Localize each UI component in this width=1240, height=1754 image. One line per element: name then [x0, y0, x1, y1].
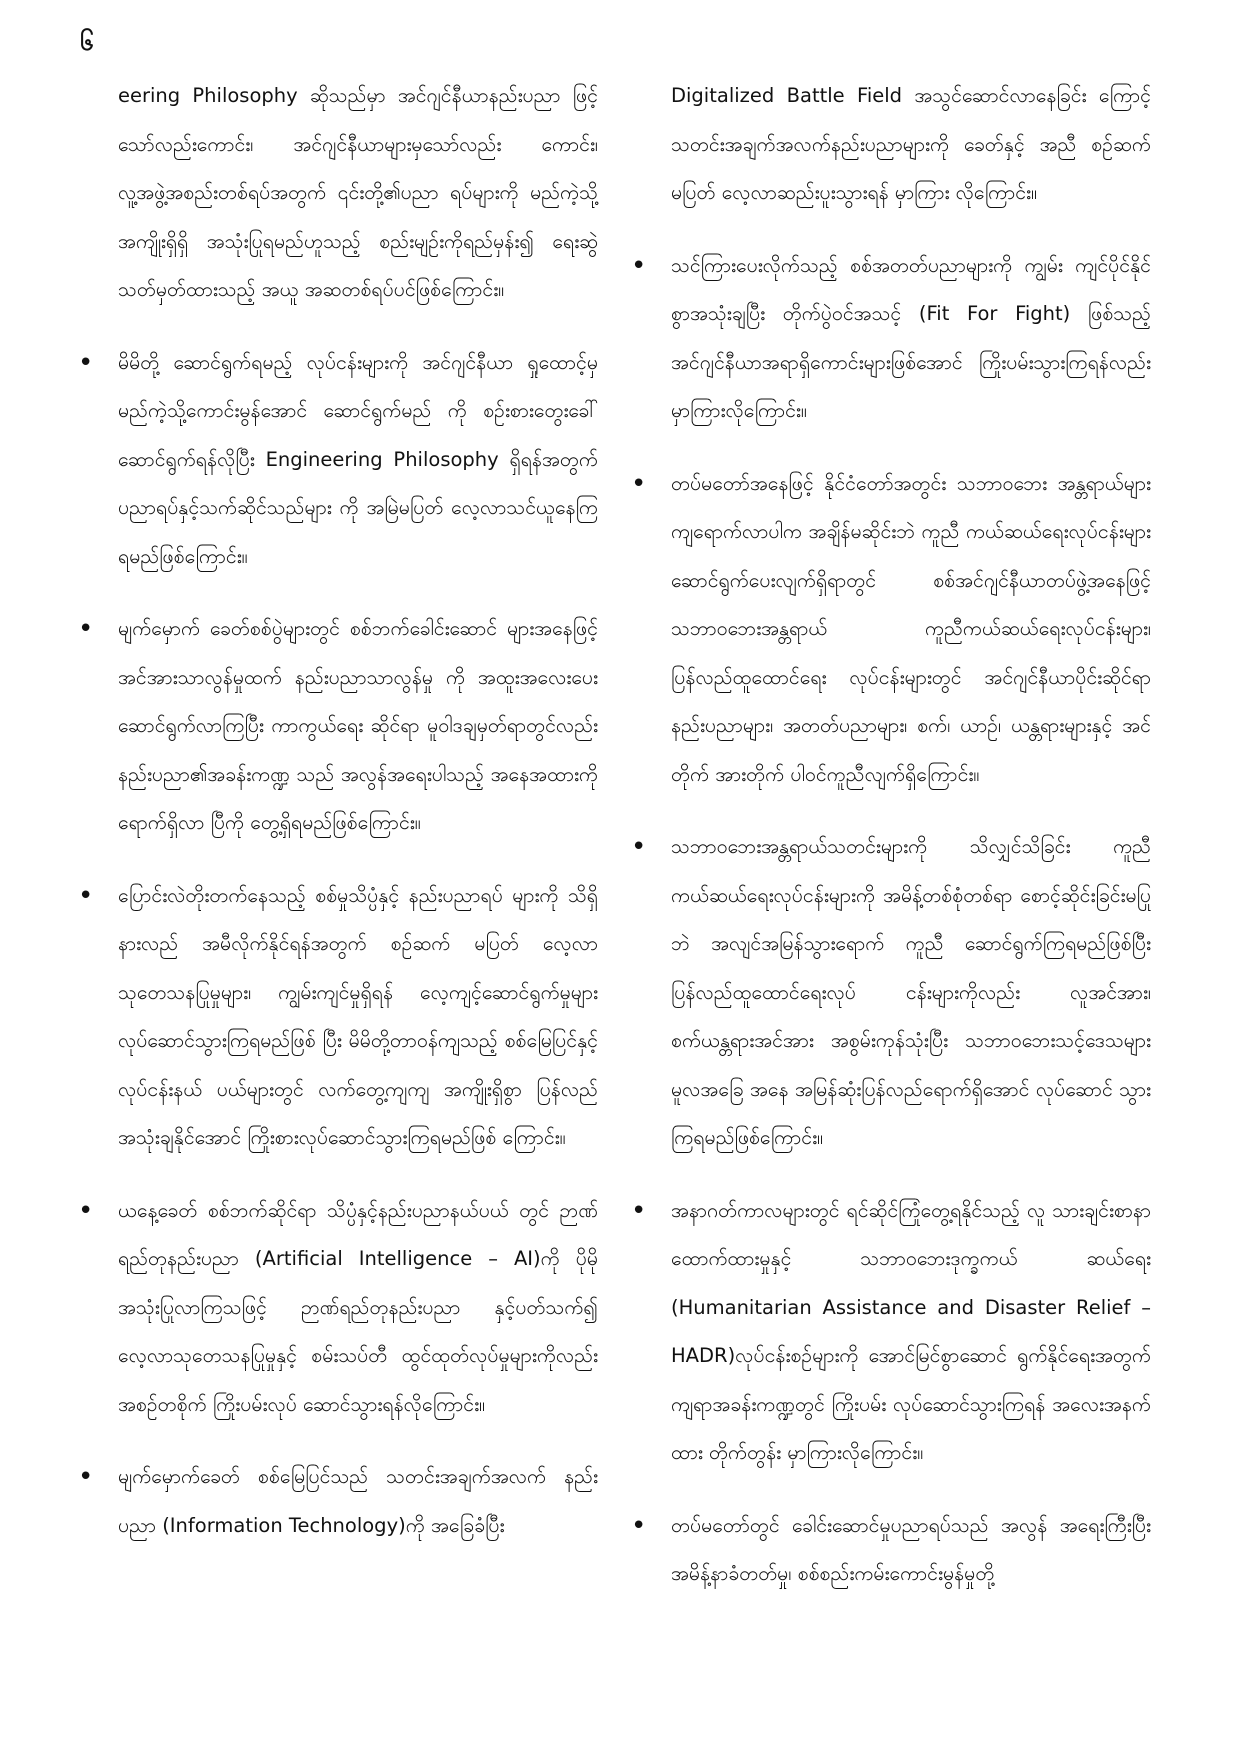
paragraph-continued: Digitalized Battle Field အသွင်ဆောင်လာနေခြင်း ကြောင့် သတင်းအချက်အလက်နည်းပညာများကို ခေတ်နှင့် အညီ စဉ်ဆက်မပြတ် လေ့လာဆည်းပူးသွားရန် မှာကြား လိုကြောင်း။ [671, 84, 1151, 204]
right-column [671, 72, 1151, 1623]
bullet-paragraph: • မိမိတို့ ဆောင်ရွက်ရမည့် လုပ်ငန်းများကို အင်ဂျင်နီယာ ရှုထောင့်မှ မည်ကဲ့သို့ကောင်းမွန်အောင် ဆောင်ရွက်မည် ကို စဉ်းစားတွေးခေါ်ဆောင်ရွက်ရန်လိုပြီး Engineering Philosophy ရှိရန်အတွက် ပညာရပ်နှင့်သက်ဆိုင်သည်များ ကို အမြဲမပြတ် လေ့လာသင်ယူနေကြရမည်ဖြစ်ကြောင်း။ [118, 339, 598, 582]
bullet-paragraph: • အနာဂတ်ကာလများတွင် ရင်ဆိုင်ကြုံတွေ့ရနိုင်သည့် လူ သားချင်းစာနာထောက်ထားမှုနှင့် သဘာဝဘေးဒုက္ခကယ် ဆယ်ရေး (Humanitarian Assistance and Disaster Relief – HADR)လုပ်ငန်းစဉ်များကို အောင်မြင်စွာဆောင် ရွက်နိုင်ရေးအတွက် ကျရာအခန်းကဏ္ဍတွင် ကြိုးပမ်း လုပ်ဆောင်သွားကြရန် အလေးအနက်ထား တိုက်တွန်း မှာကြားလိုကြောင်း။ [671, 1187, 1151, 1478]
bullet-paragraph: • တပ်မတော်အနေဖြင့် နိုင်ငံတော်အတွင်း သဘာဝဘေး အန္တရာယ်များ ကျရောက်လာပါက အချိန်မဆိုင်းဘဲ ကူညီ ကယ်ဆယ်ရေးလုပ်ငန်းများ ဆောင်ရွက်ပေးလျက်ရှိရာတွင် စစ်အင်ဂျင်နီယာတပ်ဖွဲ့အနေဖြင့် သဘာဝဘေးအန္တရာယ် ကူညီကယ်ဆယ်ရေးလုပ်ငန်းများ၊ ပြန်လည်ထူထောင်ရေး လုပ်ငန်းများတွင် အင်ဂျင်နီယာပိုင်းဆိုင်ရာနည်းပညာများ၊ အတတ်ပညာများ၊ စက်၊ ယာဉ်၊ ယန္တရားများနှင့် အင်တိုက် အားတိုက် ပါဝင်ကူညီလျက်ရှိကြောင်း။ [671, 460, 1151, 800]
left-column [118, 72, 598, 1574]
bullet-paragraph: • ယနေ့ခေတ် စစ်ဘက်ဆိုင်ရာ သိပ္ပံနှင့်နည်းပညာနယ်ပယ် တွင် ဉာဏ်ရည်တုနည်းပညာ (Artificial Intelligence – AI)ကို ပိုမိုအသုံးပြုလာကြသဖြင့် ဉာဏ်ရည်တုနည်းပညာ နှင့်ပတ်သက်၍ လေ့လာသုတေသနပြုမှုနှင့် စမ်းသပ်တီ ထွင်ထုတ်လုပ်မှုများကိုလည်း အစဉ်တစိုက် ကြိုးပမ်းလုပ် ဆောင်သွားရန်လိုကြောင်း။ [118, 1187, 598, 1430]
bullet-paragraph: • မျက်မှောက် ခေတ်စစ်ပွဲများတွင် စစ်ဘက်ခေါင်းဆောင် များအနေဖြင့် အင်အားသာလွန်မှုထက် နည်းပညာသာလွန်မှု ကို အထူးအလေးပေးဆောင်ရွက်လာကြပြီး ကာကွယ်ရေး ဆိုင်ရာ မူဝါဒချမှတ်ရာတွင်လည်း နည်းပညာ၏အခန်းကဏ္ဍ သည် အလွန်အရေးပါသည့် အနေအထားကို ရောက်ရှိလာ ပြီကို တွေ့ရှိရမည်ဖြစ်ကြောင်း။ [118, 605, 598, 848]
bullet-paragraph: • တပ်မတော်တွင် ခေါင်းဆောင်မှုပညာရပ်သည် အလွန် အရေးကြီးပြီး အမိန့်နာခံတတ်မှု၊ စစ်စည်းကမ်းကောင်းမွန်မှုတို့ [671, 1502, 1151, 1599]
bullet-paragraph: • သင်ကြားပေးလိုက်သည့် စစ်အတတ်ပညာများကို ကျွမ်း ကျင်ပိုင်နိုင်စွာအသုံးချပြီး တိုက်ပွဲဝင်အသင့် (Fit For Fight) ဖြစ်သည့် အင်ဂျင်နီယာအရာရှိကောင်းများဖြစ်အောင် ကြိုးပမ်းသွားကြရန်လည်း မှာကြားလိုကြောင်း။ [671, 242, 1151, 436]
page-number: ၆ [80, 28, 94, 56]
bullet-paragraph: • သဘာဝဘေးအန္တရာယ်သတင်းများကို သိလျှင်သိခြင်း ကူညီကယ်ဆယ်ရေးလုပ်ငန်းများကို အမိန့်တစ်စုံတစ်ရာ စောင့်ဆိုင်းခြင်းမပြုဘဲ အလျင်အမြန်သွားရောက် ကူညီ ဆောင်ရွက်ကြရမည်ဖြစ်ပြီး ပြန်လည်ထူထောင်ရေးလုပ် ငန်းများကိုလည်း လူအင်အား၊ စက်ယန္တရားအင်အား အစွမ်းကုန်သုံးပြီး သဘာဝဘေးသင့်ဒေသများ မူလအခြေ အနေ အမြန်ဆုံးပြန်လည်ရောက်ရှိအောင် လုပ်ဆောင် သွားကြရမည်ဖြစ်ကြောင်း။ [671, 823, 1151, 1163]
bullet-paragraph: • မျက်မှောက်ခေတ် စစ်မြေပြင်သည် သတင်းအချက်အလက် နည်းပညာ (Information Technology)ကို အခြေခံပြီး [118, 1453, 598, 1550]
bullet-paragraph: • ပြောင်းလဲတိုးတက်နေသည့် စစ်မှုသိပ္ပံနှင့် နည်းပညာရပ် များကို သိရှိနားလည် အမီလိုက်နိုင်ရန်အတွက် စဉ်ဆက် မပြတ် လေ့လာသုတေသနပြုမှုများ၊ ကျွမ်းကျင်မှုရှိရန် လေ့ကျင့်ဆောင်ရွက်မှုများ လုပ်ဆောင်သွားကြရမည်ဖြစ် ပြီး မိမိတို့တာဝန်ကျသည့် စစ်မြေပြင်နှင့် လုပ်ငန်းနယ် ပယ်များတွင် လက်တွေ့ကျကျ အကျိုးရှိစွာ ပြန်လည် အသုံးချနိုင်အောင် ကြိုးစားလုပ်ဆောင်သွားကြရမည်ဖြစ် ကြောင်း။ [118, 872, 598, 1163]
paragraph-continued: eering Philosophy ဆိုသည်မှာ အင်ဂျင်နီယာနည်းပညာ ဖြင့်သော်လည်းကောင်း၊ အင်ဂျင်နီယာများမှသော်လည်း ကောင်း၊ လူ့အဖွဲ့အစည်းတစ်ရပ်အတွက် ၎င်းတို့၏ပညာ ရပ်များကို မည်ကဲ့သို့အကျိုးရှိရှိ အသုံးပြုရမည်ဟူသည့် စည်းမျဉ်းကိုရည်မှန်း၍ ရေးဆွဲသတ်မှတ်ထားသည့် အယူ အဆတစ်ရပ်ပင်ဖြစ်ကြောင်း။ [118, 84, 598, 301]
